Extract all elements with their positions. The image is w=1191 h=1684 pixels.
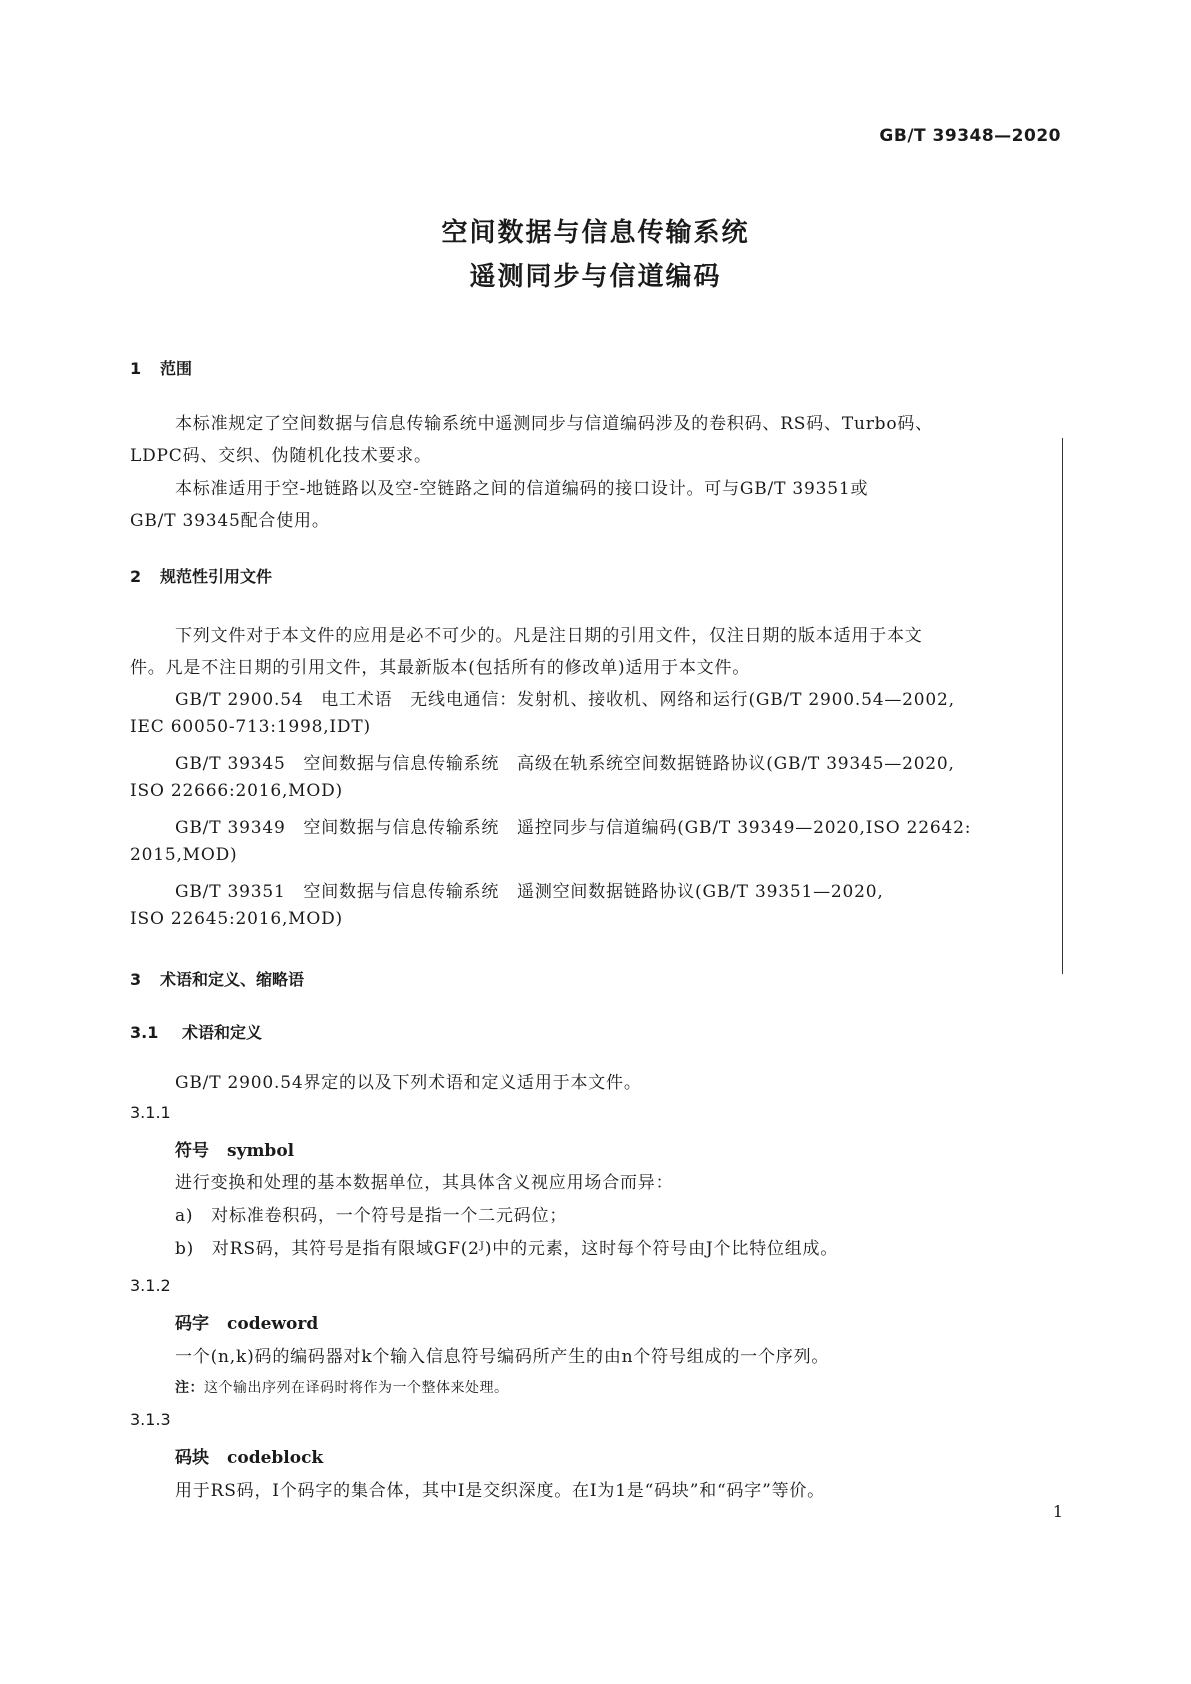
term-number: 3.1.1 — [130, 1103, 171, 1122]
document-title-line1: 空间数据与信息传输系统 — [441, 218, 750, 248]
term-number: 3.1.3 — [130, 1410, 171, 1429]
term-heading — [175, 1136, 294, 1161]
subsection-number: 3.1 — [130, 1023, 159, 1042]
term-definition: 一个(n,k)码的编码器对k个输入信息符号编码所产生的由n个符号组成的一个序列。 — [175, 1347, 830, 1367]
reference-entry: GB/T 2900.54 电工术语 无线电通信：发射机、接收机、网络和运行(GB/T 2900.54—2002, — [175, 690, 955, 710]
term-english: codeword — [227, 1314, 319, 1334]
note — [175, 1377, 509, 1397]
section-title: 范围 — [160, 359, 193, 378]
note-label: 注： — [175, 1380, 204, 1396]
paragraph-continuation: GB/T 39345配合使用。 — [130, 511, 330, 531]
term-chinese: 符号 — [175, 1141, 209, 1161]
paragraph-continuation: 件。凡是不注日期的引用文件，其最新版本(包括所有的修改单)适用于本文件。 — [130, 658, 751, 678]
reference-entry-continuation: ISO 22645:2016,MOD) — [130, 909, 343, 929]
list-item: b) 对RS码，其符号是指有限域GF(2ᴶ)中的元素，这时每个符号由J个比特位组成。 — [175, 1239, 839, 1259]
section-3-heading — [130, 967, 304, 990]
paragraph: GB/T 2900.54界定的以及下列术语和定义适用于本文件。 — [175, 1073, 642, 1093]
section-title: 规范性引用文件 — [160, 567, 273, 586]
standard-number: GB/T 39348—2020 — [879, 126, 1061, 146]
section-number: 3 — [130, 970, 142, 989]
reference-entry: GB/T 39349 空间数据与信息传输系统 遥控同步与信道编码(GB/T 39349—2020,ISO 22642: — [175, 818, 972, 838]
paragraph: 本标准规定了空间数据与信息传输系统中遥测同步与信道编码涉及的卷积码、RS码、Turbo码、 — [175, 414, 933, 434]
section-1-heading — [130, 356, 192, 379]
reference-entry: GB/T 39351 空间数据与信息传输系统 遥测空间数据链路协议(GB/T 39351—2020, — [175, 882, 884, 902]
subsection-title: 术语和定义 — [182, 1023, 263, 1042]
margin-rule — [1062, 438, 1063, 974]
reference-entry-continuation: ISO 22666:2016,MOD) — [130, 781, 343, 801]
list-item: a) 对标准卷积码，一个符号是指一个二元码位； — [175, 1206, 568, 1226]
document-title-line2: 遥测同步与信道编码 — [469, 262, 722, 292]
section-title: 术语和定义、缩略语 — [160, 970, 305, 989]
section-number: 2 — [130, 567, 142, 586]
term-number: 3.1.2 — [130, 1276, 171, 1295]
subsection-3-1-heading — [130, 1020, 262, 1043]
section-2-heading — [130, 564, 272, 587]
term-english: symbol — [227, 1141, 295, 1161]
term-definition: 进行变换和处理的基本数据单位，其具体含义视应用场合而异： — [175, 1173, 674, 1193]
term-english: codeblock — [227, 1448, 324, 1468]
term-heading — [175, 1443, 323, 1468]
section-number: 1 — [130, 359, 142, 378]
paragraph-continuation: LDPC码、交织、伪随机化技术要求。 — [130, 446, 432, 466]
term-heading — [175, 1309, 318, 1334]
note-text: 这个输出序列在译码时将作为一个整体来处理。 — [204, 1380, 509, 1396]
paragraph: 下列文件对于本文件的应用是必不可少的。凡是注日期的引用文件，仅注日期的版本适用于本文 — [175, 626, 923, 646]
reference-entry: GB/T 39345 空间数据与信息传输系统 高级在轨系统空间数据链路协议(GB/T 39345—2020, — [175, 754, 955, 774]
reference-entry-continuation: IEC 60050-713:1998,IDT) — [130, 717, 371, 737]
page-number: 1 — [1052, 1502, 1063, 1521]
term-chinese: 码块 — [175, 1448, 209, 1468]
term-definition: 用于RS码，I个码字的集合体，其中I是交织深度。在I为1是“码块”和“码字”等价。 — [175, 1481, 825, 1501]
paragraph: 本标准适用于空-地链路以及空-空链路之间的信道编码的接口设计。可与GB/T 39351或 — [175, 479, 869, 499]
reference-entry-continuation: 2015,MOD) — [130, 845, 238, 865]
term-chinese: 码字 — [175, 1314, 209, 1334]
